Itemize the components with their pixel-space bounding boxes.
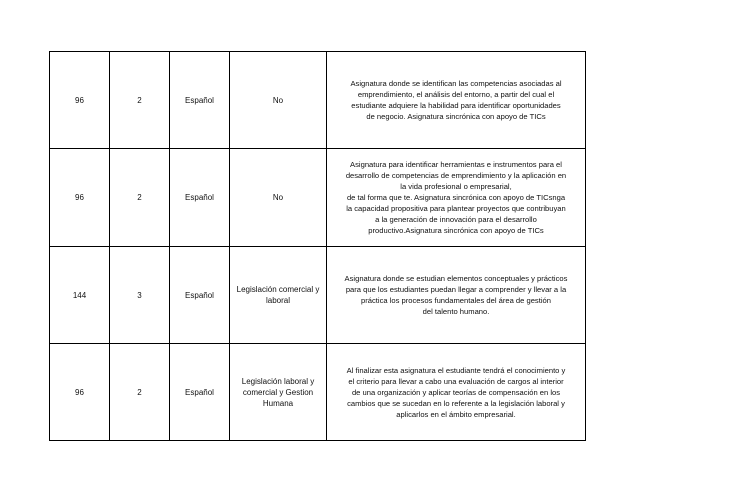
description-cell [327, 149, 586, 247]
description-cell [327, 247, 586, 344]
description-text: Asignatura donde se identifican las competencias asociadas al emprendimiento, el análisis del entorno, a partir del cual el estudiante adquiere la habilidad para identificar oportunidades de negocio. Asignatura sincrónica con apoyo de TICs [350, 79, 562, 121]
description-cell [327, 344, 586, 441]
hours-cell: 96 [50, 149, 110, 247]
prerequisite-cell: Legislación comercial y laboral [230, 247, 327, 344]
hours-cell: 96 [50, 344, 110, 441]
credits-cell: 2 [110, 344, 170, 441]
table-row [50, 52, 586, 149]
language-cell: Español [170, 52, 230, 149]
description-cell [327, 52, 586, 149]
credits-cell: 2 [110, 149, 170, 247]
language-cell: Español [170, 247, 230, 344]
description-text: Asignatura donde se estudian elementos conceptuales y prácticos para que los estudiantes puedan llegar a comprender y llevar a la práctica los procesos fundamentales del área de gestión del talento humano. [344, 274, 568, 316]
table-row [50, 149, 586, 247]
language-cell: Español [170, 149, 230, 247]
prerequisite-cell: No [230, 149, 327, 247]
course-table [49, 51, 586, 441]
prerequisite-cell: Legislación laboral y comercial y Gestion Humana [230, 344, 327, 441]
hours-cell: 144 [50, 247, 110, 344]
description-text: Asignatura para identificar herramientas e instrumentos para el desarrollo de competencias de emprendimiento y la aplicación en la vida profesional o empresarial, de tal forma que te. Asignatura sincrónica con apoyo de TICsnga la capacidad propositiva para plantear proyectos que contribuyan a la generación de innovación para el desarrollo productivo.Asignatura sincrónica con apoyo de TICs [345, 160, 567, 235]
credits-cell: 2 [110, 52, 170, 149]
prerequisite-cell: No [230, 52, 327, 149]
hours-cell: 96 [50, 52, 110, 149]
table-row [50, 247, 586, 344]
description-text: Al finalizar esta asignatura el estudiante tendrá el conocimiento y el criterio para llevar a cabo una evaluación de cargos al interior de una organización y aplicar teorías de compensación en los cambios que se sucedan en lo referente a la legislación laboral y aplicarlos en el ámbito empresarial. [346, 365, 566, 419]
table-row [50, 344, 586, 441]
language-cell: Español [170, 344, 230, 441]
credits-cell: 3 [110, 247, 170, 344]
